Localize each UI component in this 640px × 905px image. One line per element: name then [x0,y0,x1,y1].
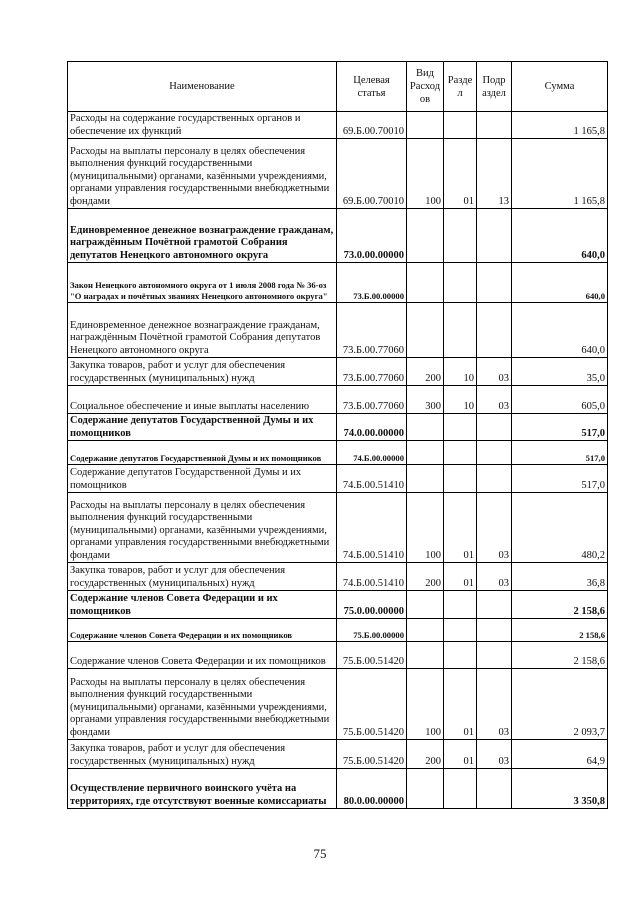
cell-sum: 2 093,7 [512,669,608,740]
cell-razdel [444,441,477,465]
cell-name: Единовременное денежное вознаграждение гражданам, награждённым Почётной грамотой Собрания депутатов Ненецкого автономного округа [68,209,337,263]
cell-podrazdel: 03 [477,669,512,740]
cell-vid: 100 [407,139,444,209]
cell-name: Содержание депутатов Государственной Думы и их помощников [68,414,337,441]
cell-sum: 640,0 [512,209,608,263]
page-number: 75 [313,846,327,861]
cell-name: Расходы на выплаты персоналу в целях обеспечения выполнения функций государственными (муниципальными) органами, казёнными учреждениями, органами управления государственными внебюджетными фондами [68,669,337,740]
cell-podrazdel [477,619,512,642]
cell-code: 73.Б.00.77060 [337,358,407,386]
cell-code: 74.0.00.00000 [337,414,407,441]
table-row [68,441,608,465]
cell-name: Содержание депутатов Государственной Думы и их помощников [68,441,337,465]
cell-podrazdel: 03 [477,740,512,769]
cell-razdel [444,263,477,303]
cell-name: Расходы на выплаты персоналу в целях обеспечения выполнения функций государственными (муниципальными) органами, казёнными учреждениями, органами управления государственными внебюджетными фондами [68,139,337,209]
cell-razdel [444,769,477,809]
table-row [68,386,608,414]
cell-vid: 100 [407,493,444,563]
cell-razdel [444,209,477,263]
cell-name: Закон Ненецкого автономного округа от 1 июля 2008 года № 36-оз "О наградах и почётных званиях Ненецкого автономного округа" [68,263,337,303]
cell-code: 74.Б.00.51410 [337,493,407,563]
cell-code: 73.0.00.00000 [337,209,407,263]
table-row [68,740,608,769]
cell-razdel [444,465,477,493]
cell-sum: 2 158,6 [512,642,608,669]
cell-name: Осуществление первичного воинского учёта на территориях, где отсутствуют военные комиссариаты [68,769,337,809]
table-row [68,414,608,441]
cell-podrazdel [477,769,512,809]
header-code: Целевая статья [337,62,407,112]
cell-name: Содержание депутатов Государственной Думы и их помощников [68,465,337,493]
table-row [68,619,608,642]
cell-vid: 100 [407,669,444,740]
cell-razdel: 01 [444,493,477,563]
cell-vid [407,112,444,139]
cell-code: 74.Б.00.51410 [337,563,407,591]
cell-vid [407,209,444,263]
cell-podrazdel [477,209,512,263]
cell-razdel: 01 [444,740,477,769]
cell-podrazdel [477,465,512,493]
cell-vid [407,303,444,358]
table-row [68,769,608,809]
cell-code: 75.0.00.00000 [337,591,407,619]
cell-razdel: 01 [444,669,477,740]
cell-vid [407,263,444,303]
cell-podrazdel: 03 [477,493,512,563]
cell-podrazdel: 03 [477,386,512,414]
cell-vid: 200 [407,563,444,591]
cell-podrazdel: 03 [477,358,512,386]
cell-razdel: 01 [444,563,477,591]
cell-name: Социальное обеспечение и иные выплаты населению [68,386,337,414]
cell-podrazdel [477,263,512,303]
budget-table [67,61,608,809]
cell-sum: 640,0 [512,263,608,303]
cell-code: 74.Б.00.51410 [337,465,407,493]
cell-code: 75.Б.00.51420 [337,669,407,740]
header-vid: Вид Расход ов [407,62,444,112]
table-row [68,493,608,563]
table-row [68,358,608,386]
cell-vid: 200 [407,740,444,769]
cell-sum: 35,0 [512,358,608,386]
cell-name: Содержание членов Совета Федерации и их помощников [68,642,337,669]
cell-sum: 2 158,6 [512,591,608,619]
cell-sum: 517,0 [512,465,608,493]
cell-name: Единовременное денежное вознаграждение гражданам, награждённым Почётной грамотой Собрания депутатов Ненецкого автономного округа [68,303,337,358]
cell-code: 69.Б.00.70010 [337,139,407,209]
cell-vid [407,619,444,642]
cell-sum: 1 165,8 [512,112,608,139]
cell-code: 73.Б.00.77060 [337,303,407,358]
table-row [68,563,608,591]
cell-name: Расходы на содержание государственных органов и обеспечение их функций [68,112,337,139]
cell-podrazdel [477,642,512,669]
cell-podrazdel: 13 [477,139,512,209]
cell-sum: 517,0 [512,414,608,441]
header-razdel: Разде л [444,62,477,112]
table-row [68,263,608,303]
cell-vid: 200 [407,358,444,386]
cell-code: 80.0.00.00000 [337,769,407,809]
cell-vid [407,642,444,669]
cell-podrazdel [477,112,512,139]
cell-code: 75.Б.00.00000 [337,619,407,642]
cell-razdel [444,414,477,441]
cell-vid [407,769,444,809]
table-row [68,112,608,139]
header-name: Наименование [68,62,337,112]
cell-code: 74.Б.00.00000 [337,441,407,465]
cell-sum: 2 158,6 [512,619,608,642]
cell-code: 69.Б.00.70010 [337,112,407,139]
cell-sum: 517,0 [512,441,608,465]
cell-podrazdel [477,303,512,358]
cell-podrazdel: 03 [477,563,512,591]
cell-razdel [444,112,477,139]
cell-sum: 480,2 [512,493,608,563]
cell-razdel [444,619,477,642]
header-podrazdel: Подр аздел [477,62,512,112]
table-row [68,465,608,493]
cell-code: 75.Б.00.51420 [337,740,407,769]
cell-razdel: 10 [444,358,477,386]
table-row [68,303,608,358]
cell-code: 73.Б.00.77060 [337,386,407,414]
cell-code: 75.Б.00.51420 [337,642,407,669]
header-sum: Сумма [512,62,608,112]
cell-sum: 36,8 [512,563,608,591]
cell-vid [407,465,444,493]
cell-razdel: 01 [444,139,477,209]
table-row [68,591,608,619]
cell-razdel: 10 [444,386,477,414]
cell-vid [407,414,444,441]
cell-podrazdel [477,441,512,465]
cell-vid [407,591,444,619]
cell-name: Содержание членов Совета Федерации и их помощников [68,619,337,642]
table-row [68,642,608,669]
cell-podrazdel [477,591,512,619]
cell-vid: 300 [407,386,444,414]
cell-code: 73.Б.00.00000 [337,263,407,303]
cell-podrazdel [477,414,512,441]
table-row [68,669,608,740]
cell-razdel [444,642,477,669]
cell-razdel [444,303,477,358]
cell-sum: 3 350,8 [512,769,608,809]
cell-sum: 1 165,8 [512,139,608,209]
cell-name: Закупка товаров, работ и услуг для обеспечения государственных (муниципальных) нужд [68,740,337,769]
cell-sum: 640,0 [512,303,608,358]
table-row [68,209,608,263]
table-row [68,139,608,209]
cell-name: Закупка товаров, работ и услуг для обеспечения государственных (муниципальных) нужд [68,563,337,591]
cell-vid [407,441,444,465]
table-header-row [68,62,608,112]
cell-name: Расходы на выплаты персоналу в целях обеспечения выполнения функций государственными (муниципальными) органами, казёнными учреждениями, органами управления государственными внебюджетными фондами [68,493,337,563]
cell-name: Содержание членов Совета Федерации и их помощников [68,591,337,619]
cell-name: Закупка товаров, работ и услуг для обеспечения государственных (муниципальных) нужд [68,358,337,386]
cell-sum: 605,0 [512,386,608,414]
cell-sum: 64,9 [512,740,608,769]
cell-razdel [444,591,477,619]
